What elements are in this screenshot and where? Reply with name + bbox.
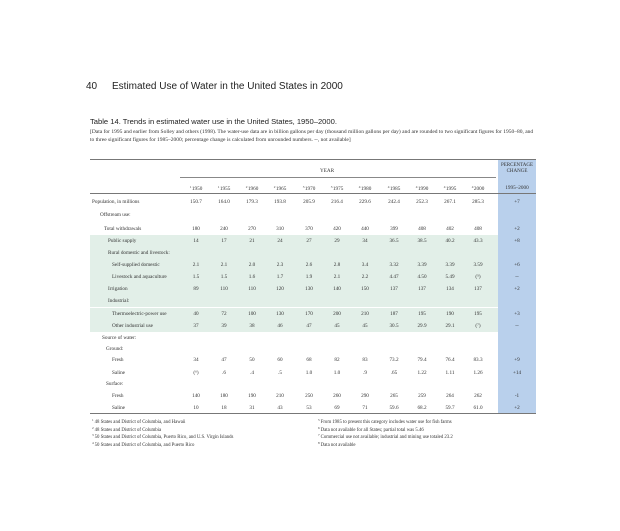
table-cell: 40 <box>193 311 199 317</box>
table-cell: 1.26 <box>473 370 483 376</box>
table-cell: 252.3 <box>416 199 428 205</box>
footnote <box>318 440 356 450</box>
percentage-change-cell: -- <box>515 274 519 280</box>
table-caption: Table 14. Trends in estimated water use in the United States, 1950–2000. <box>90 117 337 126</box>
table-cell: 120 <box>276 286 284 292</box>
row-label: Fresh <box>112 393 124 399</box>
table-cell: 137 <box>474 286 482 292</box>
table-cell: 2.3 <box>276 262 284 268</box>
percentage-change-cell: +2 <box>514 226 520 232</box>
percentage-change-cell: +3 <box>514 311 520 317</box>
table-cell: 260 <box>333 393 341 399</box>
footnote-number: 7 <box>318 433 320 437</box>
row-label: Total withdrawals <box>104 226 142 232</box>
table-cell: 5.49 <box>445 274 455 280</box>
table-cell: 1.0 <box>305 370 313 376</box>
table-cell: 130 <box>305 286 313 292</box>
table-cell: 420 <box>333 226 341 232</box>
table-cell: 1.11 <box>445 370 455 376</box>
table-cell: 21 <box>249 238 255 244</box>
footnote-number: 4 <box>92 440 94 445</box>
table-cell: 264 <box>446 393 454 399</box>
row-label: Irrigation <box>108 286 128 292</box>
table-cell: 265 <box>390 393 398 399</box>
year-header <box>408 185 436 192</box>
year-label: 1990 <box>417 186 429 192</box>
table-cell: 1.22 <box>417 370 427 376</box>
row-label: Ground: <box>106 346 124 352</box>
column-header-rule <box>90 193 536 194</box>
table-cell: 69 <box>334 405 340 411</box>
table-cell: 71 <box>362 405 368 411</box>
table-cell: 45 <box>334 323 340 329</box>
table-cell: 370 <box>305 226 313 232</box>
table-cell: 242.4 <box>388 199 400 205</box>
table-cell: 68 <box>306 357 312 363</box>
table-cell: 140 <box>192 393 200 399</box>
table-cell: 29.9 <box>417 323 427 329</box>
table-cell: 2.1 <box>192 262 200 268</box>
table-cell: 79.4 <box>417 357 427 363</box>
percentage-change-cell: +9 <box>514 357 520 363</box>
row-label: Rural domestic and livestock: <box>108 250 170 256</box>
table-cell: 89 <box>193 286 199 292</box>
year-header <box>238 185 266 192</box>
table-cell: 100 <box>248 311 256 317</box>
table-cell: 40.2 <box>445 238 455 244</box>
table-cell: 2.1 <box>333 274 341 280</box>
percentage-change-cell: +14 <box>512 370 522 376</box>
year-footnote-marker: 3 <box>330 185 333 189</box>
year-header <box>323 185 351 192</box>
table-cell: 10 <box>193 405 199 411</box>
table-cell: 408 <box>474 226 482 232</box>
percentage-change-cell: -- <box>515 323 519 329</box>
footnote-text: 50 States and District of Columbia, and Puerto Rico <box>94 442 195 448</box>
table-cell: 34 <box>193 357 199 363</box>
table-cell: 285.3 <box>472 199 484 205</box>
footnote-text: 48 States and District of Columbia, and Hawaii <box>94 420 186 425</box>
table-cell: 76.4 <box>445 357 455 363</box>
footnote <box>92 440 194 450</box>
page-number: 40 <box>86 81 98 92</box>
table-cell: 36.5 <box>389 238 399 244</box>
table-cell: 34 <box>362 238 368 244</box>
table-cell: 180 <box>192 226 200 232</box>
table-cell: 30.5 <box>389 323 399 329</box>
table-cell: 399 <box>390 226 398 232</box>
table-cell: 50 <box>249 357 255 363</box>
year-footnote-marker: 4 <box>387 185 390 189</box>
table-cell: 180 <box>220 393 228 399</box>
table-cell: 164.0 <box>218 199 230 205</box>
table-cell: 3.32 <box>389 262 399 268</box>
table-cell: 61.0 <box>473 405 483 411</box>
row-label: Fresh <box>112 357 124 363</box>
table-cell: 59.6 <box>389 405 399 411</box>
table-cell: 150.7 <box>190 199 202 205</box>
table-cell: 43.3 <box>473 238 483 244</box>
footnote-text: 50 States and District of Columbia, Puerto Rico, and U.S. Virgin Islands <box>94 435 234 440</box>
table-cell: 3.4 <box>361 262 369 268</box>
table-cell: 45 <box>362 323 368 329</box>
table-cell: 2.1 <box>220 262 228 268</box>
table-cell: 72 <box>221 311 227 317</box>
table-cell: 259 <box>418 393 426 399</box>
year-footnote-marker: 2 <box>245 185 248 189</box>
footnote-number: 8 <box>318 440 320 445</box>
table-cell: 1.9 <box>305 274 313 280</box>
table-cell: 170 <box>305 311 313 317</box>
table-cell: .9 <box>363 370 367 376</box>
table-cell: 262 <box>474 393 482 399</box>
percentage-change-cell: +8 <box>514 238 520 244</box>
year-header <box>436 185 464 192</box>
table-cell: (⁶) <box>193 370 199 376</box>
table-cell: 137 <box>390 286 398 292</box>
table-cell: 240 <box>220 226 228 232</box>
table-cell: 408 <box>418 226 426 232</box>
year-label: 1975 <box>332 186 344 192</box>
row-label: Industrial: <box>108 298 130 304</box>
table-cell: 43 <box>277 405 283 411</box>
year-footnote-marker: 3 <box>302 185 305 189</box>
year-footnote-marker: 1 <box>217 185 220 189</box>
year-label: 1965 <box>275 186 287 192</box>
year-spanner-rule <box>180 177 496 178</box>
table-cell: 440 <box>361 226 369 232</box>
table-bottom-rule <box>90 413 536 414</box>
table-cell: 187 <box>390 311 398 317</box>
table-cell: 210 <box>361 311 369 317</box>
row-label: Public supply <box>108 238 137 244</box>
table-cell: 60 <box>277 357 283 363</box>
table-cell: 83 <box>362 357 368 363</box>
table-cell: 38.5 <box>417 238 427 244</box>
year-footnote-marker: 2 <box>273 185 276 189</box>
table-cell: 3.59 <box>473 262 483 268</box>
year-label: 1985 <box>389 186 401 192</box>
footnote-text: Commercial use not available; industrial and mining use totaled 23.2 <box>320 435 453 440</box>
table-cell: 290 <box>361 393 369 399</box>
table-cell: 37 <box>193 323 199 329</box>
table-cell: 1.6 <box>248 274 256 280</box>
year-label: 1970 <box>304 186 316 192</box>
row-label: Source of water: <box>102 335 137 341</box>
year-header <box>351 185 379 192</box>
row-label: Other industrial use <box>112 323 153 329</box>
table-cell: 2.8 <box>333 262 341 268</box>
year-header <box>295 185 323 192</box>
table-cell: .6 <box>222 370 226 376</box>
year-header <box>380 185 408 192</box>
table-cell: (⁵) <box>475 274 481 280</box>
table-cell: 190 <box>446 311 454 317</box>
table-cell: .5 <box>278 370 282 376</box>
footnote-number: 2 <box>92 425 94 430</box>
table-cell: 250 <box>305 393 313 399</box>
row-label: Offstream use: <box>100 212 131 218</box>
table-cell: 29 <box>334 238 340 244</box>
table-cell: 140 <box>333 286 341 292</box>
table-cell: 38 <box>249 323 255 329</box>
table-cell: 110 <box>248 286 256 292</box>
row-label: Thermoelectric-power use <box>112 311 167 317</box>
year-header <box>464 185 492 192</box>
percentage-change-header: PERCENTAGE CHANGE <box>500 163 534 174</box>
row-label: Self-supplied domestic <box>112 262 160 268</box>
year-label: 1980 <box>360 186 372 192</box>
footnote-text: From 1985 to present this category includes water use for fish farms <box>320 420 452 425</box>
table-cell: 130 <box>276 311 284 317</box>
table-cell: 216.4 <box>331 199 343 205</box>
percentage-change-cell: +6 <box>514 262 520 268</box>
table-cell: 73.2 <box>389 357 399 363</box>
table-cell: 150 <box>361 286 369 292</box>
row-label: Saline <box>112 370 125 376</box>
table-cell: 2.0 <box>248 262 256 268</box>
row-label: Saline <box>112 405 125 411</box>
year-label: 1955 <box>219 186 231 192</box>
year-label: 1950 <box>191 186 203 192</box>
table-cell: 4.50 <box>417 274 427 280</box>
table-cell: 229.6 <box>359 199 371 205</box>
table-cell: 137 <box>418 286 426 292</box>
table-cell: 1.7 <box>276 274 284 280</box>
table-cell: 47 <box>306 323 312 329</box>
row-label: Surface: <box>106 381 124 387</box>
table-cell: 310 <box>276 226 284 232</box>
table-cell: 4.47 <box>389 274 399 280</box>
table-cell: 179.3 <box>246 199 258 205</box>
row-label: Livestock and aquaculture <box>112 274 167 280</box>
footnote-text: Data not available for all States; partial total was 5.46 <box>320 427 424 433</box>
year-header <box>266 185 294 192</box>
table-cell: 193.8 <box>274 199 286 205</box>
year-footnote-marker: 4 <box>471 185 474 189</box>
table-cell: 18 <box>221 405 227 411</box>
percentage-change-cell: +2 <box>514 405 520 411</box>
year-label: 1995 <box>445 186 457 192</box>
table-cell: 2.6 <box>305 262 313 268</box>
table-cell: (⁷) <box>475 323 481 329</box>
percentage-change-cell: +2 <box>514 286 520 292</box>
table-cell: 31 <box>249 405 255 411</box>
table-cell: 1.5 <box>220 274 228 280</box>
year-footnote-marker: 4 <box>415 185 418 189</box>
table-headnote: [Data for 1995 and earlier from Solley and others (1998). The water-use data are in billion gallons per day (thousand million gallons per day) and are rounded to two significant figures for 1950–80, and to three significant figures for 1985–2000; percentage change is calculated from unrounded numbers. --, not available] <box>90 129 534 143</box>
table-cell: 82 <box>334 357 340 363</box>
table-cell: 270 <box>248 226 256 232</box>
year-header <box>182 185 210 192</box>
table-cell: 134 <box>446 286 454 292</box>
page-header <box>86 81 343 92</box>
table-cell: 47 <box>221 357 227 363</box>
table-cell: 59.7 <box>445 405 455 411</box>
table-cell: 46 <box>277 323 283 329</box>
footnote-number: 1 <box>92 418 94 422</box>
table-cell: 29.1 <box>445 323 455 329</box>
table-cell: 205.9 <box>303 199 315 205</box>
percentage-change-cell: -1 <box>514 393 520 399</box>
table-cell: 27 <box>306 238 312 244</box>
table-cell: 200 <box>333 311 341 317</box>
year-footnote-marker: 4 <box>443 185 446 189</box>
table-cell: 83.3 <box>473 357 483 363</box>
table-cell: 190 <box>248 393 256 399</box>
table-cell: 2.2 <box>361 274 369 280</box>
footnote-text: 48 States and District of Columbia <box>94 427 162 433</box>
table-cell: 1.0 <box>333 370 341 376</box>
percentage-change-period: 1995–2000 <box>505 185 529 191</box>
year-spanner-label: YEAR <box>320 168 335 174</box>
table-cell: .4 <box>250 370 254 376</box>
table-cell: 1.5 <box>192 274 200 280</box>
table-cell: .65 <box>390 370 398 376</box>
table-cell: 195 <box>474 311 482 317</box>
running-title: Estimated Use of Water in the United States in 2000 <box>112 81 343 92</box>
table-cell: 402 <box>446 226 454 232</box>
table-top-rule <box>90 159 536 160</box>
footnote-text: Data not available <box>320 442 356 448</box>
percentage-change-cell: +7 <box>514 199 520 205</box>
year-footnote-marker: 1 <box>189 185 192 189</box>
table-cell: 39 <box>221 323 227 329</box>
footnote-number: 3 <box>92 433 94 437</box>
table-cell: 14 <box>193 238 199 244</box>
row-label: Population, in millions <box>92 199 140 205</box>
table-cell: 24 <box>277 238 283 244</box>
table-cell: 3.39 <box>417 262 427 268</box>
year-header <box>210 185 238 192</box>
year-footnote-marker: 4 <box>358 185 361 189</box>
footnote-number: 5 <box>318 418 320 422</box>
table-cell: 110 <box>220 286 228 292</box>
footnote-number: 6 <box>318 425 320 430</box>
table-cell: 68.2 <box>417 405 427 411</box>
highlighted-row-band <box>90 295 498 307</box>
table-cell: 53 <box>306 405 312 411</box>
table-cell: 267.1 <box>444 199 456 205</box>
table-cell: 3.39 <box>445 262 455 268</box>
year-label: 1960 <box>247 186 259 192</box>
year-label: 2000 <box>473 186 485 192</box>
table-cell: 195 <box>418 311 426 317</box>
table-cell: 210 <box>276 393 284 399</box>
table-cell: 17 <box>221 238 227 244</box>
